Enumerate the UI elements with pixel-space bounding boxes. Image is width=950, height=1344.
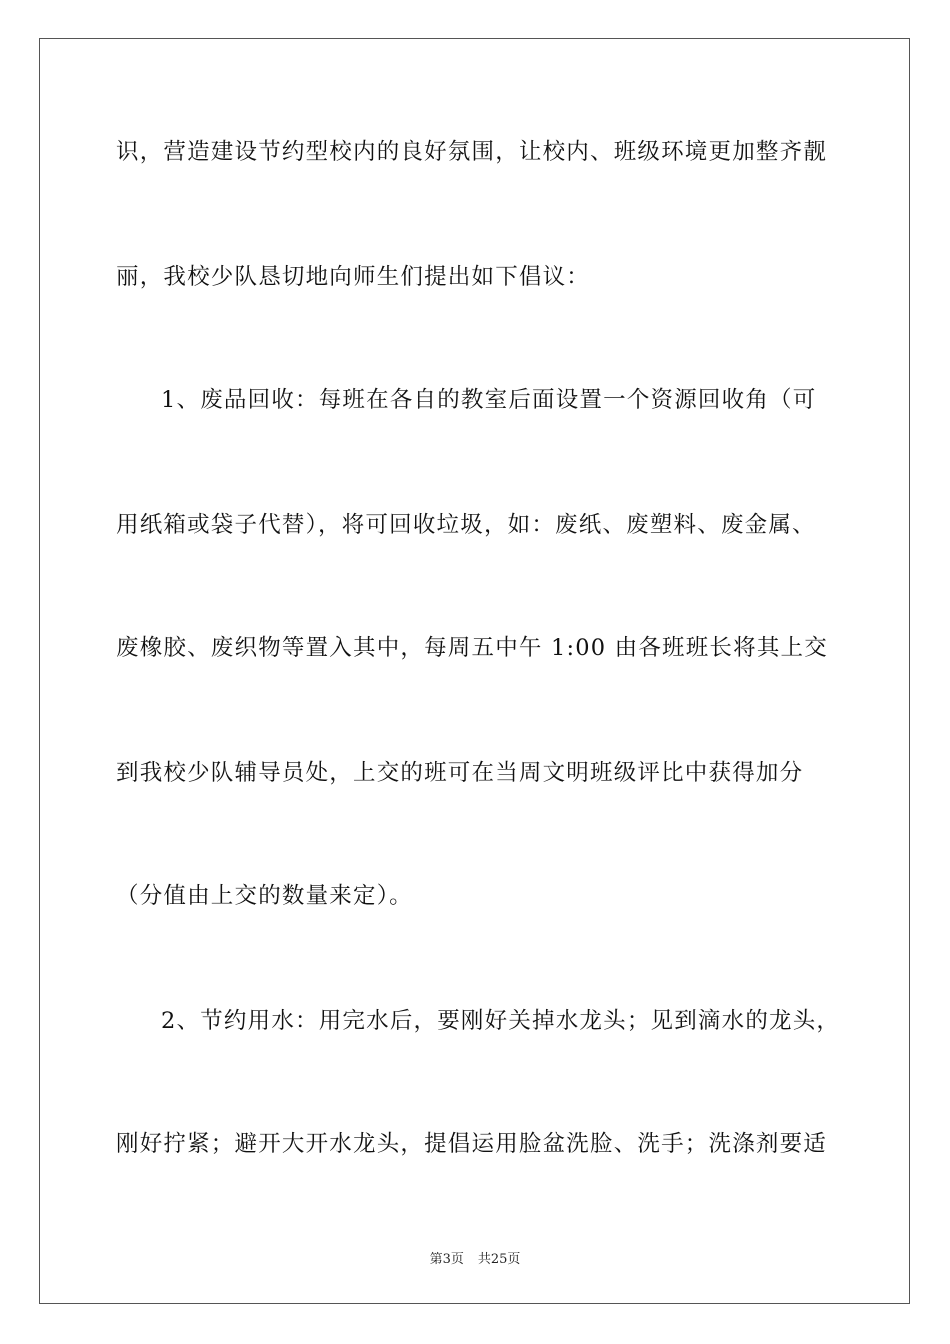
page-number: 第3页 bbox=[429, 1252, 464, 1267]
page-border bbox=[39, 38, 910, 1304]
text-line: （分值由上交的数量来定）。 bbox=[116, 883, 413, 909]
text-line: 2、节约用水：用完水后，要刚好关掉水龙头；见到滴水的龙头， bbox=[161, 1008, 841, 1034]
page-footer bbox=[0, 1248, 950, 1267]
text-line: 到我校少队辅导员处，上交的班可在当周文明班级评比中获得加分 bbox=[116, 760, 804, 786]
text-line: 丽，我校少队恳切地向师生们提出如下倡议： bbox=[116, 264, 591, 290]
text-line: 刚好拧紧；避开大开水龙头，提倡运用脸盆洗脸、洗手；洗涤剂要适 bbox=[116, 1131, 828, 1157]
text-line: 用纸箱或袋子代替），将可回收垃圾，如：废纸、废塑料、废金属、 bbox=[116, 512, 816, 538]
text-line: 识，营造建设节约型校内的良好氛围，让校内、班级环境更加整齐靓 bbox=[116, 139, 828, 165]
text-line: 废橡胶、废织物等置入其中，每周五中午 1:00 由各班班长将其上交 bbox=[116, 635, 828, 661]
text-line: 1、废品回收：每班在各自的教室后面设置一个资源回收角（可 bbox=[161, 387, 817, 413]
page-total: 共25页 bbox=[477, 1252, 521, 1267]
